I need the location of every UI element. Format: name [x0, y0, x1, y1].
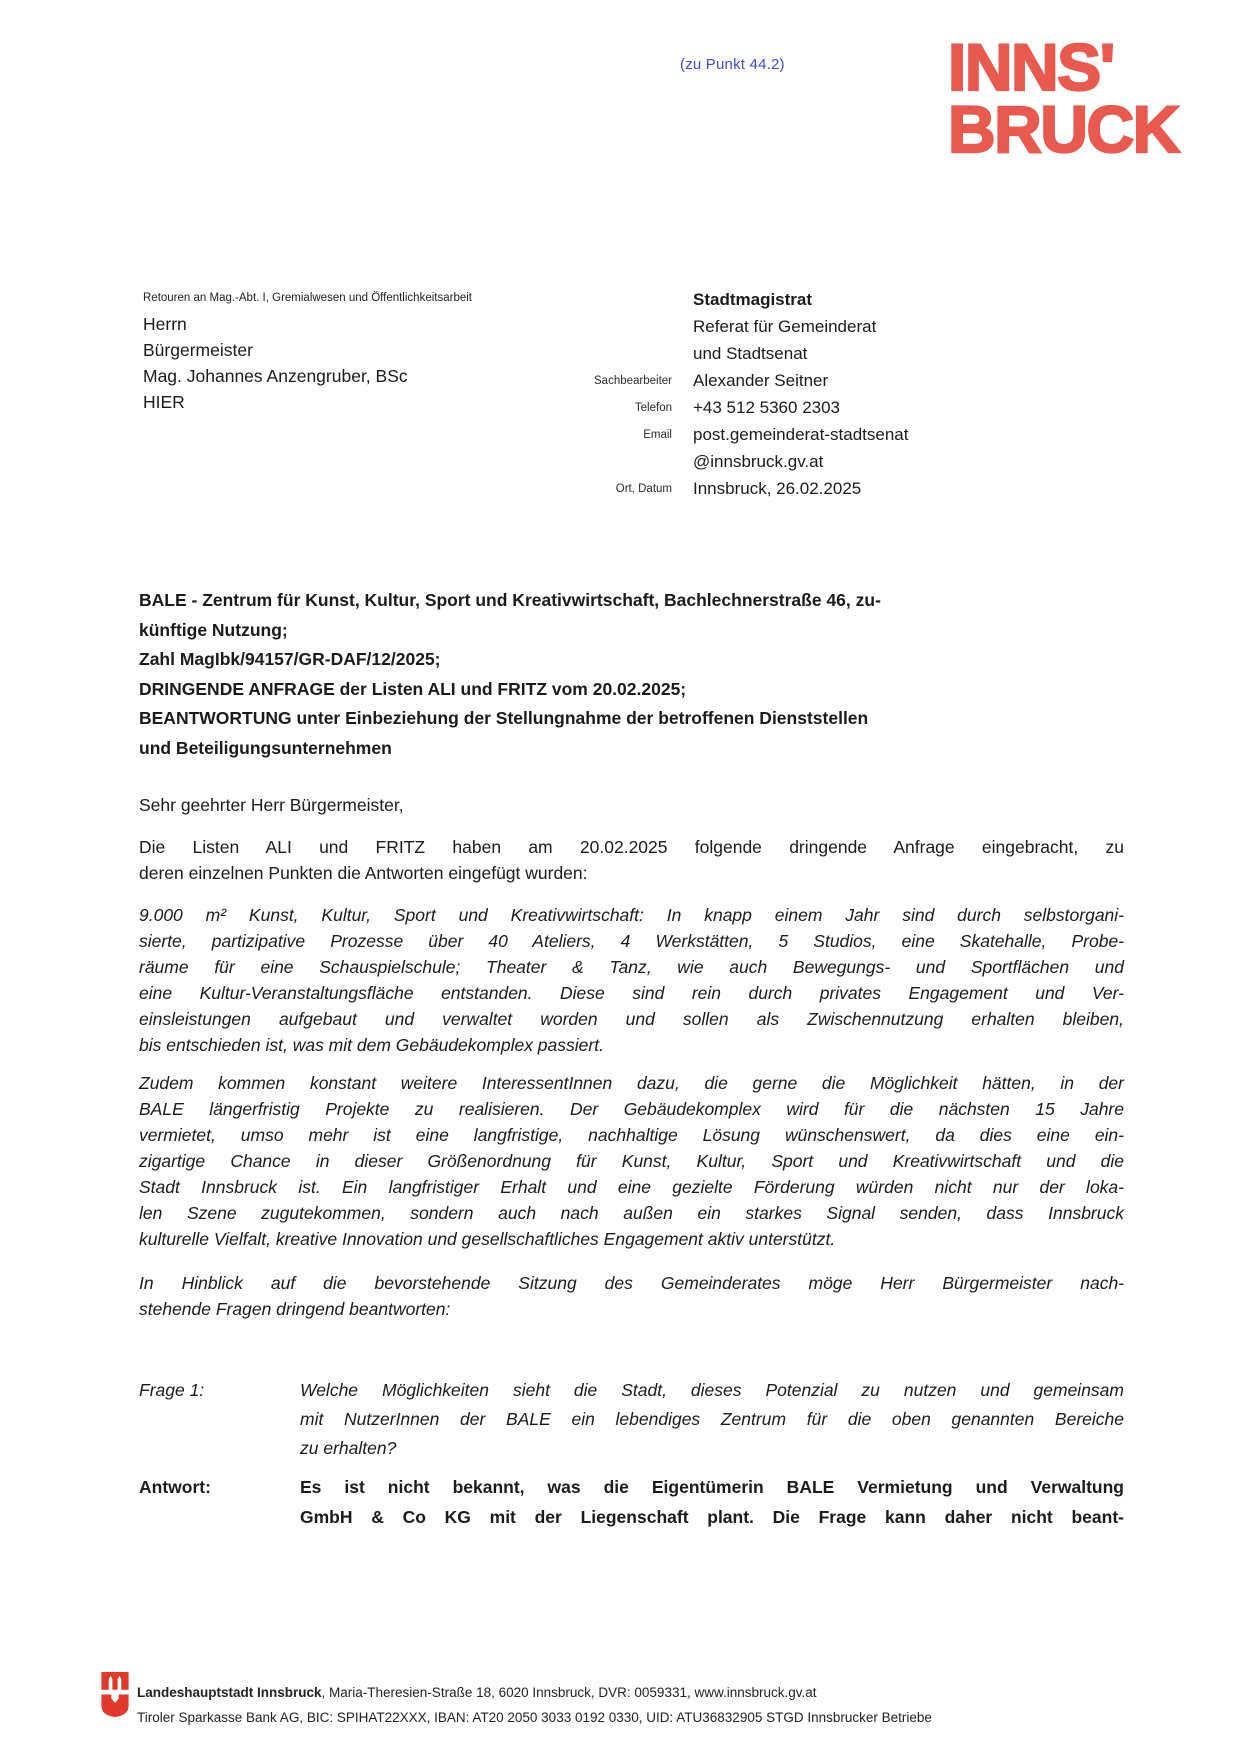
contact-row	[520, 313, 908, 340]
contact-row	[520, 367, 908, 394]
subject-block	[139, 586, 1124, 763]
recipient-line: Bürgermeister	[143, 340, 253, 360]
footer-block	[137, 1680, 932, 1730]
text-line: räume für eine Schauspielschule; Theater & Tanz, wie auch Bewegungs- und Sportflächen und	[139, 957, 1124, 977]
contact-row	[520, 394, 908, 421]
recipient-block	[143, 290, 472, 415]
text-line: Zudem kommen konstant weitere InteressentInnen dazu, die gerne die Möglichkeit hätten, in der	[139, 1073, 1124, 1093]
clerk-name: Alexander Seitner	[693, 371, 829, 390]
quote-paragraph-1	[139, 902, 1124, 1058]
text-line: kulturelle Vielfalt, kreative Innovation und gesellschaftliches Engagement aktiv unterstützt.	[139, 1229, 836, 1249]
contact-label-email: Email	[643, 429, 672, 441]
return-address-note: Retouren an Mag.-Abt. I, Gremialwesen und Öffentlichkeitsarbeit	[143, 292, 472, 304]
text-line: eine Kultur-Veranstaltungsfläche entstanden. Diese sind rein durch privates Engagement und Ver-	[139, 983, 1124, 1003]
contact-label-clerk: Sachbearbeiter	[594, 375, 672, 387]
text-line: BALE längerfristig Projekte zu realisieren. Der Gebäudekomplex wird für die nächsten 15 Jahre	[139, 1099, 1124, 1119]
text-line: GmbH & Co KG mit der Liegenschaft plant. Die Frage kann daher nicht beant-	[300, 1507, 1124, 1527]
text-line: stehende Fragen dringend beantworten:	[139, 1299, 451, 1319]
innsbruck-logo	[948, 30, 1179, 166]
contact-row	[520, 421, 908, 475]
contact-label-phone: Telefon	[634, 402, 672, 414]
salutation: Sehr geehrter Herr Bürgermeister,	[139, 795, 404, 815]
text-line: vermietet, umso mehr ist eine langfristige, nachhaltige Lösung wünschenswert, da dies eine ein-	[139, 1125, 1124, 1145]
intro-paragraph	[139, 834, 1124, 886]
text-line: In Hinblick auf die bevorstehende Sitzung des Gemeinderates möge Herr Bürgermeister nach-	[139, 1273, 1124, 1293]
text-line: einsleistungen aufgebaut und verwaltet worden und sollen als Zwischennutzung erhalten bleiben,	[139, 1009, 1124, 1029]
text-line: zu erhalten?	[300, 1438, 397, 1458]
question-1-row	[139, 1376, 1124, 1463]
text-line: BEANTWORTUNG unter Einbeziehung der Stellungnahme der betroffenen Dienststellen	[139, 708, 869, 728]
answer-1-row	[139, 1472, 1124, 1532]
text-line: len Szene zugutekommen, sondern auch nach außen ein starkes Signal senden, dass Innsbruck	[139, 1203, 1124, 1223]
text-line: Welche Möglichkeiten sieht die Stadt, dieses Potenzial zu nutzen und gemeinsam	[300, 1380, 1124, 1400]
agenda-point-note: (zu Punkt 44.2)	[680, 56, 785, 73]
text-line: und Beteiligungsunternehmen	[139, 737, 392, 758]
text-line: zigartige Chance in dieser Größenordnung für Kunst, Kultur, Sport und Kreativwirtschaft und die	[139, 1151, 1124, 1171]
text-line: deren einzelnen Punkten die Antworten eingefügt wurden:	[139, 863, 588, 883]
text-line: bis entschieden ist, was mit dem Gebäudekomplex passiert.	[139, 1035, 604, 1055]
contact-label	[520, 313, 672, 320]
text-line: Es ist nicht bekannt, was die Eigentümerin BALE Vermietung und Verwaltung	[300, 1477, 1124, 1497]
logo-line-1: INNS'	[948, 30, 1114, 104]
contact-row	[520, 286, 908, 313]
text-line: Zahl MagIbk/94157/GR-DAF/12/2025;	[139, 649, 441, 669]
quote-paragraph-2	[139, 1070, 1124, 1252]
logo-line-2: BRUCK	[948, 92, 1179, 166]
text-line: DRINGENDE ANFRAGE der Listen ALI und FRITZ vom 20.02.2025;	[139, 678, 687, 699]
innsbruck-crest-icon	[100, 1672, 130, 1718]
contact-row	[520, 340, 908, 367]
text-line: sierte, partizipative Prozesse über 40 Ateliers, 4 Werkstätten, 5 Studios, eine Skatehalle, Probe-	[139, 931, 1124, 951]
place-and-date: Innsbruck, 26.02.2025	[693, 479, 862, 498]
text-line: 9.000 m² Kunst, Kultur, Sport und Kreativwirtschaft: In knapp einem Jahr sind durch selbstorgani-	[139, 905, 1124, 925]
text-line: Stadt Innsbruck ist. Ein langfristiger Erhalt und eine gezielte Förderung würden nicht nur der loka-	[139, 1177, 1124, 1197]
footer-address: , Maria-Theresien-Straße 18, 6020 Innsbruck, DVR: 0059331, www.innsbruck.gv.at	[321, 1685, 817, 1700]
contact-block	[520, 286, 908, 502]
text-line: künftige Nutzung;	[139, 619, 288, 640]
email-address	[693, 421, 908, 475]
contact-label-date: Ort, Datum	[615, 483, 672, 495]
footer-city-name: Landeshauptstadt Innsbruck	[137, 1685, 322, 1700]
sender-unit: Referat für Gemeinderat	[693, 317, 877, 336]
contact-label	[520, 286, 672, 293]
text-line: BALE - Zentrum für Kunst, Kultur, Sport und Kreativwirtschaft, Bachlechnerstraße 46, zu-	[139, 590, 881, 610]
answer-1-label: Antwort:	[139, 1477, 211, 1497]
footer-line-2: Tiroler Sparkasse Bank AG, BIC: SPIHAT22XXX, IBAN: AT20 2050 3033 0192 0330, UID: ATU36832905 STGD Innsbrucker Betriebe	[137, 1710, 932, 1725]
phone-number: +43 512 5360 2303	[693, 398, 841, 417]
text-line: Die Listen ALI und FRITZ haben am 20.02.2025 folgende dringende Anfrage eingebracht, zu	[139, 837, 1124, 857]
footer-line-1	[137, 1680, 932, 1705]
recipient-line: HIER	[143, 392, 185, 412]
question-1-text	[300, 1376, 1124, 1463]
quote-paragraph-3	[139, 1270, 1124, 1322]
question-1-label: Frage 1:	[139, 1380, 205, 1400]
answer-1-text	[300, 1472, 1124, 1532]
email-line: post.gemeinderat-stadtsenat	[693, 425, 909, 444]
contact-row	[520, 475, 908, 502]
recipient-line: Mag. Johannes Anzengruber, BSc	[143, 366, 408, 386]
email-line: @innsbruck.gv.at	[693, 452, 824, 471]
recipient-line: Herrn	[143, 314, 187, 334]
sender-unit: und Stadtsenat	[693, 344, 808, 363]
contact-label	[520, 340, 672, 347]
sender-org: Stadtmagistrat	[693, 290, 813, 309]
text-line: mit NutzerInnen der BALE ein lebendiges Zentrum für die oben genannten Bereiche	[300, 1409, 1124, 1429]
